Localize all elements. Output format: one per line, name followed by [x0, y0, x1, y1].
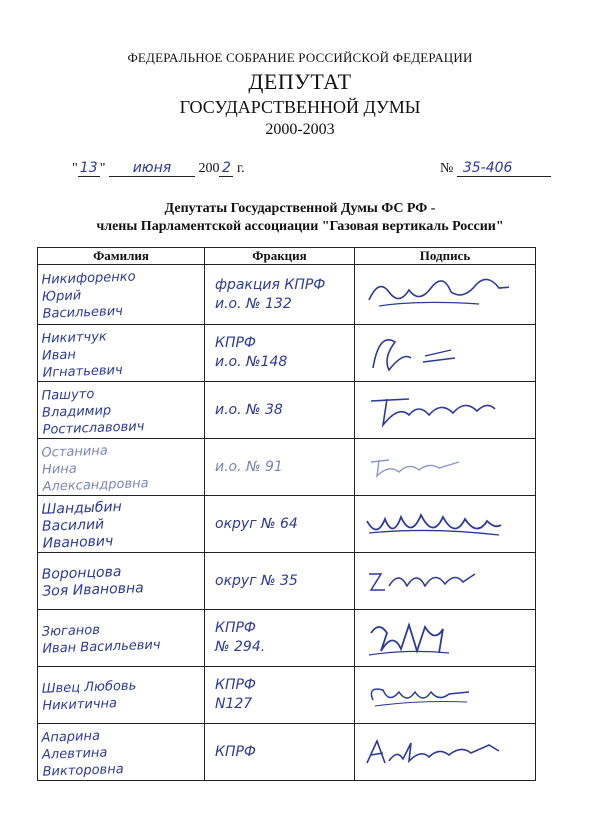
surname-cell: Швец Любовь Никитична [38, 667, 205, 724]
signature-cell [355, 667, 536, 724]
date-month: июня [109, 160, 195, 177]
table-row [38, 382, 536, 439]
list-heading-line1: Депутаты Государственной Думы ФС РФ - [164, 201, 436, 216]
signature-cell [355, 382, 536, 439]
col-faction: Фракция [205, 248, 355, 265]
surname-cell: Зюганов Иван Васильевич [38, 610, 205, 667]
table-header-row [38, 248, 536, 265]
signature-cell [355, 265, 536, 325]
signature-icon [359, 442, 509, 492]
surname-cell: Апарина Алевтина Викторовна [38, 724, 205, 781]
signature-cell [355, 325, 536, 382]
signature-cell [355, 610, 536, 667]
table-row [38, 667, 536, 724]
table-row [38, 265, 536, 325]
faction-cell: и.о. № 91 [205, 439, 355, 496]
surname-cell: Никитчук Иван Игнатьевич [38, 325, 205, 382]
table-row [38, 496, 536, 553]
date-year-digit: 2 [219, 160, 233, 177]
quote-open: " [72, 161, 78, 176]
faction-cell: КПРФ № 294. [205, 610, 355, 667]
signature-icon [359, 670, 509, 720]
signature-cell [355, 439, 536, 496]
table-row [38, 610, 536, 667]
surname-cell: Шандыбин Василий Иванович [38, 496, 205, 553]
surname-cell: Воронцова Зоя Ивановна [38, 553, 205, 610]
date-year-prefix: 200 [198, 161, 220, 176]
doc-subtitle: ГОСУДАРСТВЕННОЙ ДУМЫ [179, 97, 421, 117]
signature-cell [355, 553, 536, 610]
col-signature: Подпись [355, 248, 536, 265]
signature-icon [359, 270, 509, 320]
signature-icon [359, 499, 509, 549]
table-row [38, 439, 536, 496]
signature-cell [355, 724, 536, 781]
quote-close: " [99, 161, 106, 176]
signature-icon [359, 727, 509, 777]
doc-years: 2000-2003 [265, 121, 335, 138]
faction-cell: КПРФ [205, 724, 355, 781]
list-heading-line2: члены Парламентской ассоциации "Газовая вертикаль России" [96, 219, 504, 234]
number-line [440, 160, 551, 177]
faction-cell: фракция КПРФ и.о. № 132 [205, 265, 355, 325]
col-surname: Фамилия [38, 248, 205, 265]
number-label: № [440, 161, 454, 176]
signature-icon [359, 556, 509, 606]
surname-cell: Никифоренко Юрий Васильевич [38, 265, 205, 325]
signatures-table [37, 247, 536, 781]
faction-cell: округ № 64 [205, 496, 355, 553]
table-row [38, 724, 536, 781]
faction-cell: и.о. № 38 [205, 382, 355, 439]
signature-icon [359, 613, 509, 663]
date-line [72, 160, 245, 177]
faction-cell: КПРФ N127 [205, 667, 355, 724]
signature-icon [359, 385, 509, 435]
date-day: 13 [78, 160, 100, 177]
table-row [38, 553, 536, 610]
number-value: 35-406 [457, 160, 551, 177]
surname-cell: Пашуто Владимир Ростиславович [38, 382, 205, 439]
org-name: ФЕДЕРАЛЬНОЕ СОБРАНИЕ РОССИЙСКОЙ ФЕДЕРАЦИИ [127, 50, 473, 65]
date-year-suffix: г. [236, 161, 245, 176]
faction-cell: КПРФ и.о. №148 [205, 325, 355, 382]
signature-icon [359, 328, 509, 378]
signature-cell [355, 496, 536, 553]
surname-cell: Останина Нина Александровна [38, 439, 205, 496]
doc-title: ДЕПУТАТ [248, 69, 352, 94]
faction-cell: округ № 35 [205, 553, 355, 610]
table-row [38, 325, 536, 382]
